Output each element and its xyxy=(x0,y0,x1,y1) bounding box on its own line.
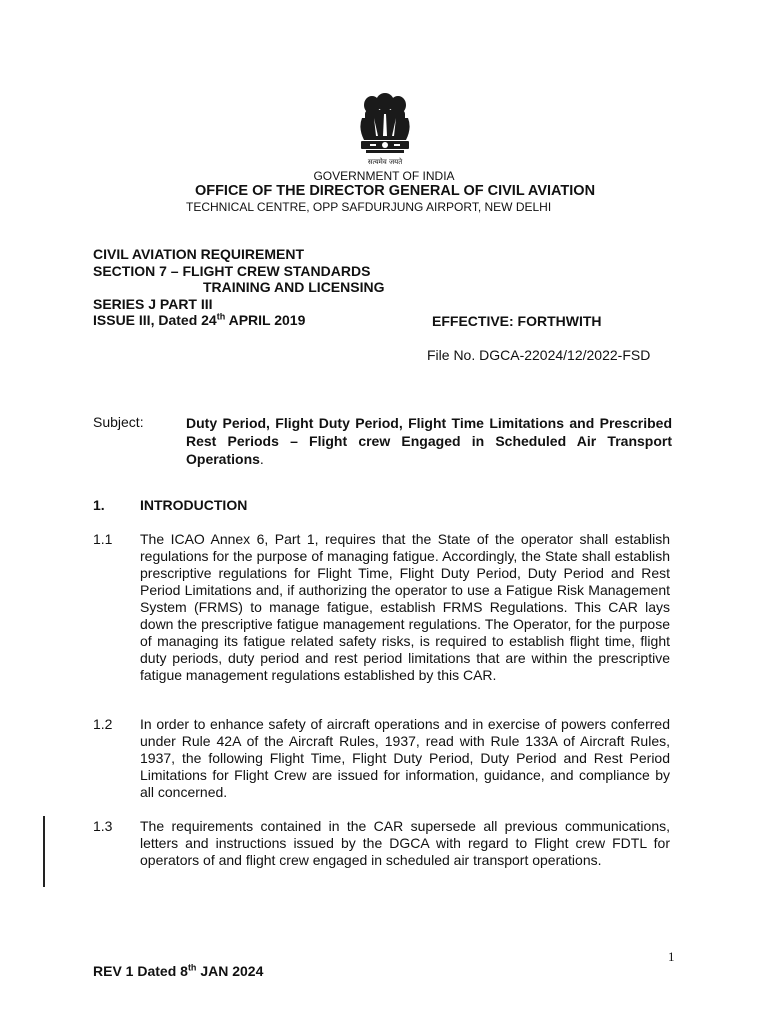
effective-date: EFFECTIVE: FORTHWITH xyxy=(432,313,602,329)
car-issue xyxy=(93,312,384,329)
issue-date-prefix: ISSUE III, Dated 24 xyxy=(93,312,217,328)
subject-end: . xyxy=(259,451,264,467)
rev-suffix: JAN 2024 xyxy=(196,963,264,979)
section-number: 1. xyxy=(93,497,105,513)
section-title: INTRODUCTION xyxy=(140,497,248,513)
paragraph-text: The requirements contained in the CAR supersede all previous communications, letters and instructions issued by the DGCA with regard to Flight crew FDTL for operators of and flight crew engaged in scheduled air transport operations. xyxy=(140,818,670,868)
file-number: File No. DGCA-22024/12/2022-FSD xyxy=(427,347,651,363)
paragraph-text: The ICAO Annex 6, Part 1, requires that the State of the operator shall establish regulations for the purpose of managing fatigue. Accordingly, the State shall establish prescriptive regulations for Flight Time, Flight Duty Period, Duty Period and Rest Period Limitations and, if authorizing the operator to use a Fatigue Risk Management System (FRMS) to manage fatigue, establish FRMS Regulations. This CAR lays down the prescriptive fatigue management regulations. The Operator, for the purpose of managing its fatigue related safety risks, is required to establish flight time, flight duty periods, duty period and rest period limitations that are within the prescriptive fatigue management regulations established by this CAR. xyxy=(140,531,670,683)
car-section-line1: SECTION 7 – FLIGHT CREW STANDARDS xyxy=(93,262,371,279)
subject-body: Duty Period, Flight Duty Period, Flight Time Limitations and Prescribed Rest Periods – Flight crew Engaged in Scheduled Air Transport Operations xyxy=(186,415,672,467)
issue-date-sup: th xyxy=(216,311,226,322)
revision-footer xyxy=(93,963,263,979)
subject-label: Subject: xyxy=(93,414,144,430)
car-block xyxy=(93,246,384,329)
emblem-motto: सत्यमेव जयते xyxy=(367,158,403,166)
subject-text xyxy=(186,414,672,468)
national-emblem-icon xyxy=(356,88,414,168)
revision-change-bar xyxy=(43,816,45,887)
paragraph-text: In order to enhance safety of aircraft operations and in exercise of powers conferred under Rule 42A of the Aircraft Rules, 1937, read with Rule 133A of Aircraft Rules, 1937, the following Flight Time, Flight Duty Period, Duty Period and Rest Period Limitations for Flight Crew are issued for information, guidance, and compliance by all concerned. xyxy=(140,716,670,800)
car-section-line2: TRAINING AND LICENSING xyxy=(203,279,385,295)
paragraph-number: 1.2 xyxy=(93,716,113,732)
office-heading: OFFICE OF THE DIRECTOR GENERAL OF CIVIL AVIATION xyxy=(194,183,596,199)
issue-date-suffix: APRIL 2019 xyxy=(225,312,306,328)
car-title: CIVIL AVIATION REQUIREMENT xyxy=(93,246,305,262)
car-series: SERIES J PART III xyxy=(93,295,213,312)
page-number: 1 xyxy=(668,949,675,964)
rev-prefix: REV 1 Dated 8 xyxy=(93,963,188,979)
office-address: TECHNICAL CENTRE, OPP SAFDURJUNG AIRPORT, NEW DELHI xyxy=(186,200,552,214)
paragraph-number: 1.3 xyxy=(93,818,113,834)
rev-sup: th xyxy=(187,962,197,973)
government-heading: GOVERNMENT OF INDIA xyxy=(313,169,455,183)
paragraph-number: 1.1 xyxy=(93,531,113,547)
